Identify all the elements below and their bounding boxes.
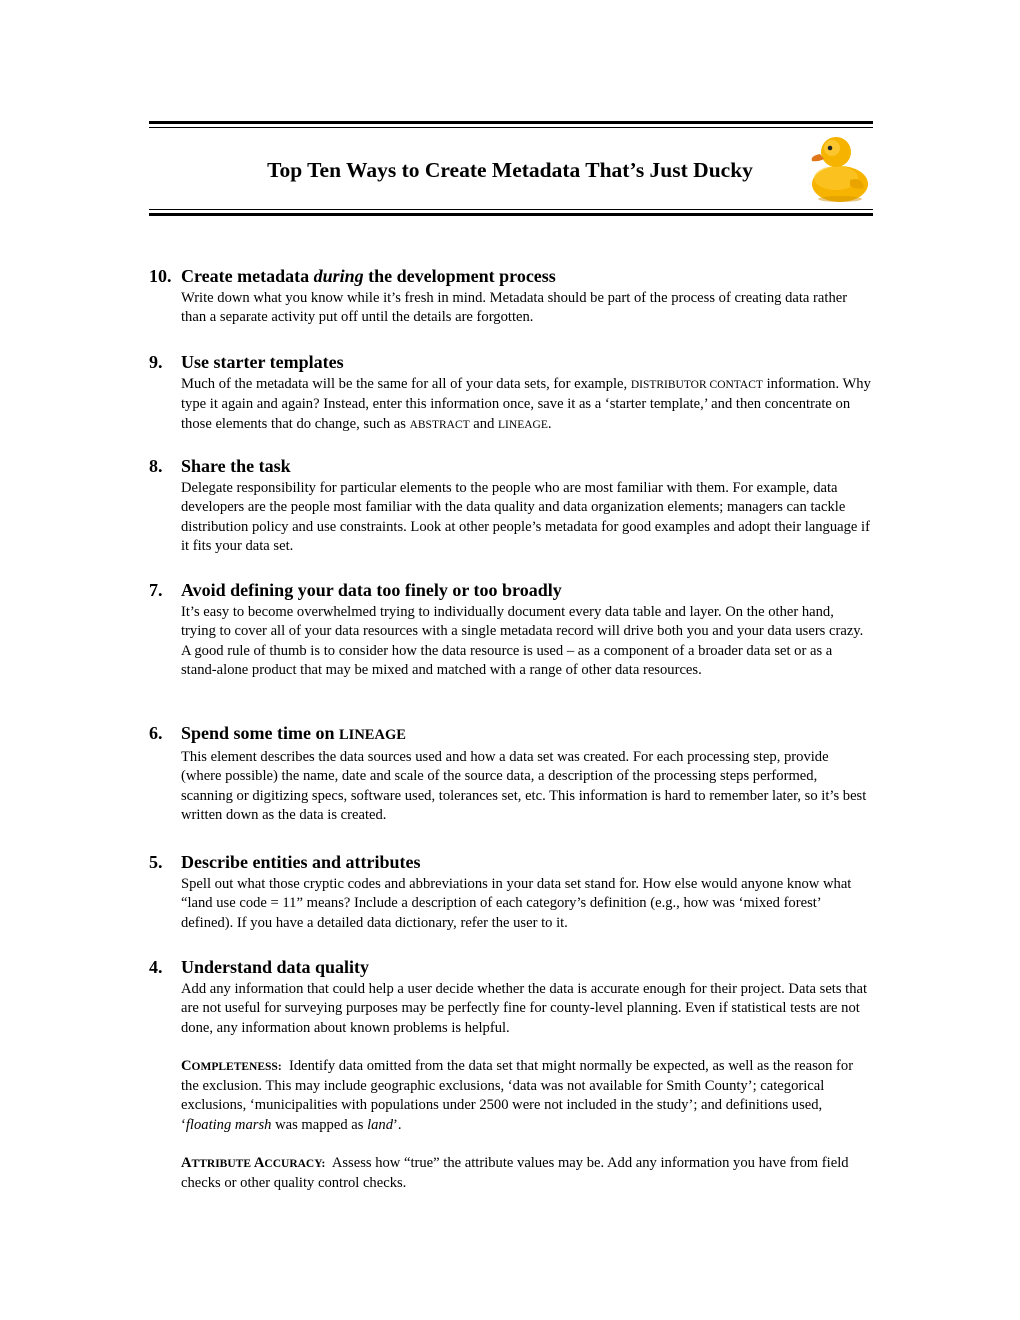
tip-10 <box>149 265 871 328</box>
page-title: Top Ten Ways to Create Metadata That’s Just Ducky <box>267 158 753 182</box>
tip-body: Add any information that could help a user decide whether the data is accurate enough for their project. Data sets that are not useful for surveying purposes may be perfectly fine for county-level planning. Even if statistical tests are not done, any information about known problems is helpful. <box>181 981 868 1036</box>
tip-8 <box>149 455 871 556</box>
tip-9 <box>149 351 871 435</box>
tip-number: 4. <box>149 957 163 977</box>
tip-heading: 6. Spend some time on LINEAGE <box>149 723 406 743</box>
tip-body: Delegate responsibility for particular elements to the people who are most familiar with them. For example, data developers are the people most familiar with the data quality and data organization elements; managers can tackle distribution policy and use constraints. Look at other people’s metadata for good examples and adopt their language if it fits your data set. <box>181 480 870 554</box>
completeness-label: COMPLETENESS: <box>181 1057 282 1074</box>
tip-6 <box>149 722 871 825</box>
tip-5 <box>149 851 871 933</box>
attribute-accuracy-paragraph: ATTRIBUTE ACCURACY: Assess how “true” the attribute values may be. Add any information you have from field checks or other quality control checks. <box>181 1155 853 1192</box>
term-lineage-heading: LINEAGE <box>339 727 406 743</box>
attribute-accuracy-label: ATTRIBUTE ACCURACY: <box>181 1155 326 1172</box>
top-thick-rule <box>149 121 873 124</box>
bottom-thin-rule <box>149 209 873 210</box>
term-distributor-contact: DISTRIBUTOR CONTACT <box>630 379 763 391</box>
tip-number: 7. <box>149 580 163 600</box>
tip-body: Much of the metadata will be the same for all of your data sets, for example, DISTRIBUTOR CONTACT information. Why type it again and again? Instead, enter this information once, save it as a ‘starter template,’ and then concentrate on those elements that do change, such as ABSTRACT and LINEAGE. <box>181 376 871 432</box>
header-top-rules <box>149 121 873 128</box>
tip-heading: 10. Create metadata during the development process <box>149 266 556 286</box>
rubber-duck-icon <box>806 128 870 204</box>
tip-body: Spell out what those cryptic codes and abbreviations in your data set stand for. How else would anyone know what “land use code = 11” means? Include a description of each category’s definition (e.g., how was ‘mixed forest’ defined). If you have a detailed data dictionary, refer the user to it. <box>181 876 852 931</box>
tip-number: 10. <box>149 266 172 286</box>
tip-7 <box>149 579 871 680</box>
tip-heading: 9. Use starter templates <box>149 352 344 372</box>
tip-heading: 5. Describe entities and attributes <box>149 852 421 872</box>
tip-4 <box>149 956 871 1194</box>
term-abstract: ABSTRACT <box>409 418 470 431</box>
tip-number: 6. <box>149 723 163 743</box>
tip-number: 8. <box>149 456 163 476</box>
bottom-thick-rule <box>149 213 873 216</box>
header-bottom-rules <box>149 209 873 216</box>
top-thin-rule <box>149 127 873 128</box>
tip-body: Write down what you know while it’s fresh in mind. Metadata should be part of the process of creating data rather than a separate activity put off until the details are forgotten. <box>181 290 848 326</box>
tip-number: 9. <box>149 352 163 372</box>
tip-number: 5. <box>149 852 163 872</box>
tip-heading: 4. Understand data quality <box>149 957 370 977</box>
tip-heading: 8. Share the task <box>149 456 291 476</box>
term-lineage: LINEAGE <box>498 418 548 431</box>
completeness-paragraph: COMPLETENESS: Identify data omitted from the data set that might normally be expected, as well as the reason for the exclusion. This may include geographic exclusions, ‘data was not available for Smith County’; categorical exclusions, ‘municipalities with populations under 2500 were not included in the study’; and definitions used, ‘floating marsh was mapped as land’. <box>181 1057 857 1133</box>
tip-body: This element describes the data sources used and how a data set was created. For each processing step, provide (where possible) the name, date and scale of the source data, a description of the processing steps performed, scanning or digitizing specs, software used, tolerances set, etc. This information is hard to remember later, so it’s best written down as the data is created. <box>181 749 867 823</box>
tip-body: It’s easy to become overwhelmed trying to individually document every data table and layer. On the other hand, trying to cover all of your data resources with a single metadata record will drive both you and your data users crazy. A good rule of thumb is to consider how the data resource is used – as a component of a broader data set or as a stand-alone product that may be mixed and matched with a range of other data resources. <box>181 604 864 678</box>
tip-heading: 7. Avoid defining your data too finely or too broadly <box>149 580 562 600</box>
